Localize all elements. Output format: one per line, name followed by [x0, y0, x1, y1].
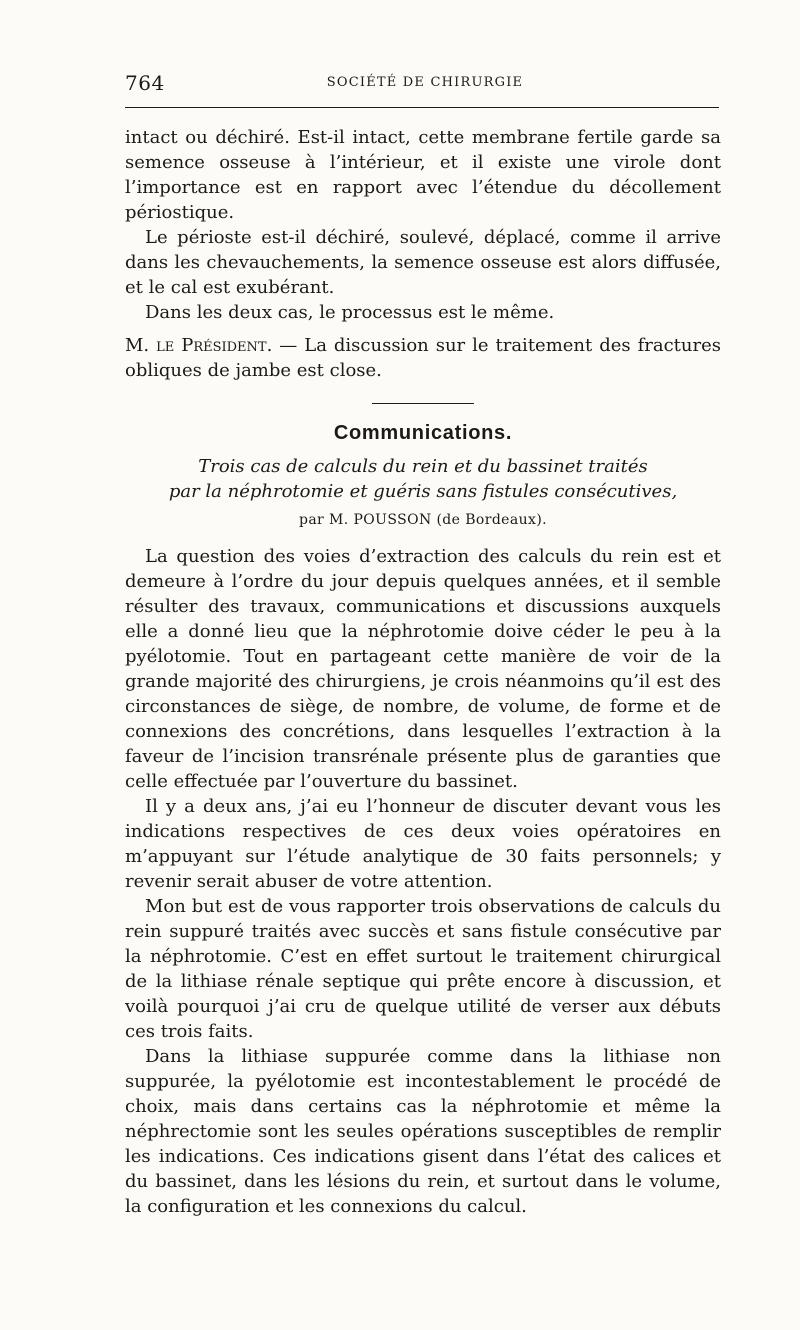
page-content [125, 125, 721, 1219]
paragraph-body-4: Dans la lithiase suppurée comme dans la lithiase non suppurée, la pyélotomie est incontestablement le procédé de choix, mais dans certains cas la néphrotomie et même la néphrectomie sont les seules opérations susceptibles de remplir les indications. Ces indications gisent dans l’état des calices et du bassinet, dans les lésions du rein, et surtout dans le volume, la configuration et les connexions du calcul. [125, 1046, 721, 1217]
paragraph-body-2: Il y a deux ans, j’ai eu l’honneur de discuter devant vous les indications respectives de ces deux voies opératoires en m’appuyant sur l’étude analytique de 30 faits personnels; y revenir serait abuser de votre attention. [125, 796, 721, 892]
president-note-text: — La discussion sur le traitement des fractures obliques de jambe est close. [125, 335, 721, 381]
president-speaker: M. le Président. [125, 335, 273, 356]
paragraph-body-3: Mon but est de vous rapporter trois observations de calculs du rein suppuré traités avec succès et sans fistule consécutive par la néphrotomie. C’est en effet surtout le traitement chirurgical de la lithiase rénale septique qui prête encore à discussion, et voilà pourquoi j’ai cru de quelque utilité de verser aux débuts ces trois faits. [125, 896, 721, 1042]
article-title-line-1: Trois cas de calculs du rein et du bassinet traités [198, 456, 648, 477]
president-note [125, 333, 721, 383]
section-title: Communications. [333, 422, 513, 444]
page-header [125, 62, 725, 102]
book-page [125, 62, 725, 1262]
paragraph-body-1: La question des voies d’extraction des calculs du rein est et demeure à l’ordre du jour depuis quelques années, et il semble résulter des travaux, communications et discussions auxquels elle a donné lieu que la néphrotomie doive céder le peu à la pyélotomie. Tout en partageant cette manière de voir de la grande majorité des chirurgiens, je crois néanmoins qu’il est des circonstances de siège, de nombre, de volume, de forme et de connexions des concrétions, dans lesquelles l’extraction à la faveur de l’incision transrénale présente plus de garanties que celle effectuée par l’ouverture du bassinet. [125, 546, 721, 792]
spacer-before-president-note [125, 325, 721, 333]
paragraph-intro-2: Le périoste est-il déchiré, soulevé, déplacé, comme il arrive dans les chevauchements, la semence osseuse est alors diffusée, et le cal est exubérant. [125, 227, 721, 298]
article-title [125, 454, 721, 504]
article-title-line-2: par la néphrotomie et guéris sans fistules consécutives, [168, 481, 678, 502]
paragraph-intro-1: intact ou déchiré. Est-il intact, cette membrane fertile garde sa semence osseuse à l’intérieur, et il existe une virole dont l’importance est en rapport avec l’étendue du décollement périostique. [125, 127, 721, 223]
running-head: SOCIÉTÉ DE CHIRURGIE [326, 75, 524, 90]
section-divider [372, 403, 474, 404]
paragraph-intro-3: Dans les deux cas, le processus est le même. [145, 302, 555, 323]
article-byline: par M. POUSSON (de Bordeaux). [298, 512, 548, 528]
page-number: 764 [125, 71, 165, 95]
header-rule [125, 107, 719, 108]
